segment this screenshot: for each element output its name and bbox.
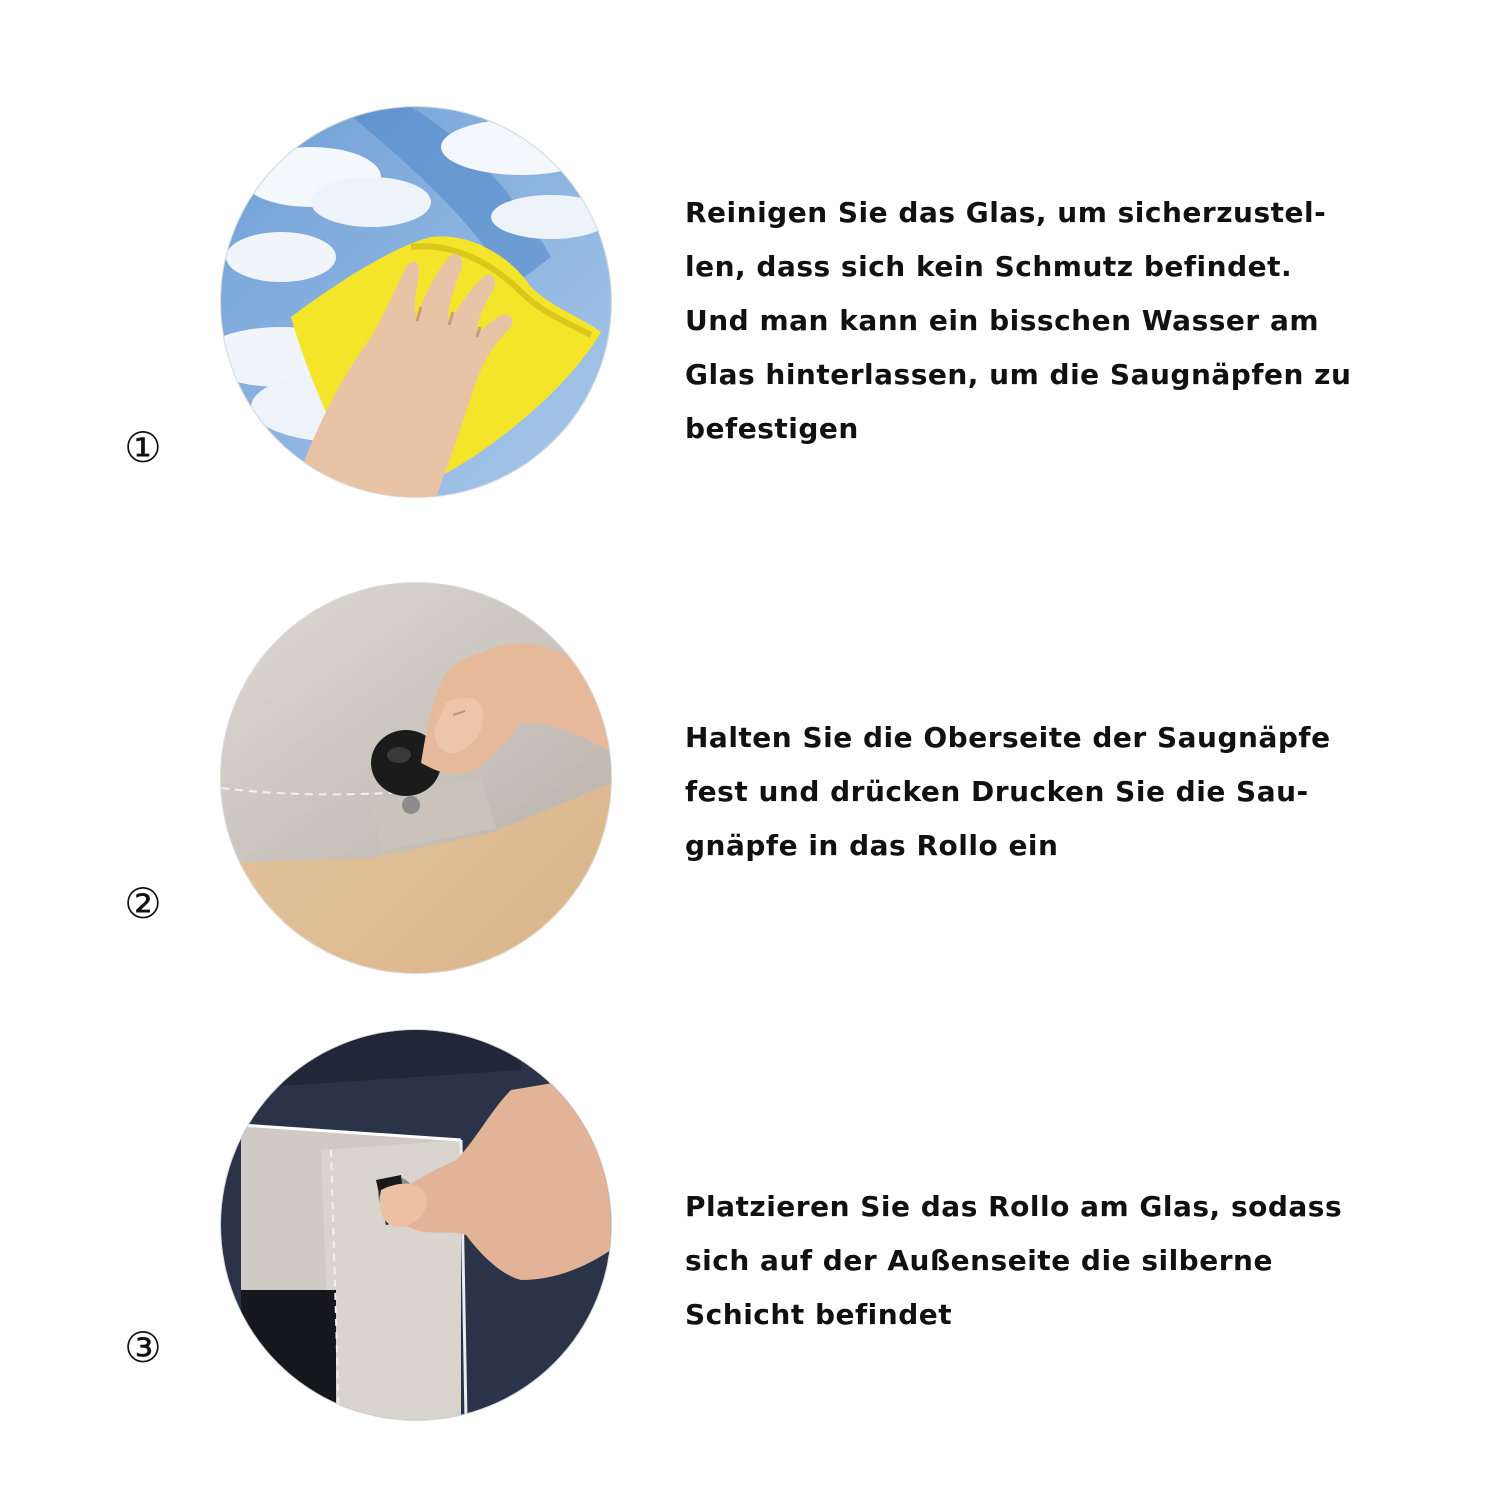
step-3-line-3: Schicht befindet xyxy=(685,1298,953,1331)
step-1-line-1: Reinigen Sie das Glas, um sicherzustel- xyxy=(685,196,1327,229)
step-1-caption xyxy=(685,186,1415,456)
step-2-caption xyxy=(685,711,1415,873)
step-2-line-2: fest und drücken Drucken Sie die Sau- xyxy=(685,775,1309,808)
step-1-line-3: Und man kann ein bisschen Wasser am xyxy=(685,304,1320,337)
step-2-photo xyxy=(221,583,611,973)
step-1-line-2: len, dass sich kein Schmutz befindet. xyxy=(685,250,1293,283)
cleaning-cloth-illustration xyxy=(221,107,611,497)
step-2-line-3: gnäpfe in das Rollo ein xyxy=(685,829,1059,862)
window-blind-illustration xyxy=(221,1030,611,1420)
step-1-line-4: Glas hinterlassen, um die Saugnäpfen zu xyxy=(685,358,1352,391)
step-3-caption xyxy=(685,1180,1415,1342)
step-3-number: ③ xyxy=(124,1323,162,1372)
step-1-line-5: befestigen xyxy=(685,412,859,445)
step-1-number: ① xyxy=(124,423,162,472)
suction-cup-illustration xyxy=(221,583,611,973)
step-1-photo xyxy=(221,107,611,497)
step-2-number: ② xyxy=(124,879,162,928)
step-3-photo xyxy=(221,1030,611,1420)
step-3-line-2: sich auf der Außenseite die silberne xyxy=(685,1244,1273,1277)
step-3-line-1: Platzieren Sie das Rollo am Glas, sodass xyxy=(685,1190,1343,1223)
step-2-line-1: Halten Sie die Oberseite der Saugnäpfe xyxy=(685,721,1331,754)
